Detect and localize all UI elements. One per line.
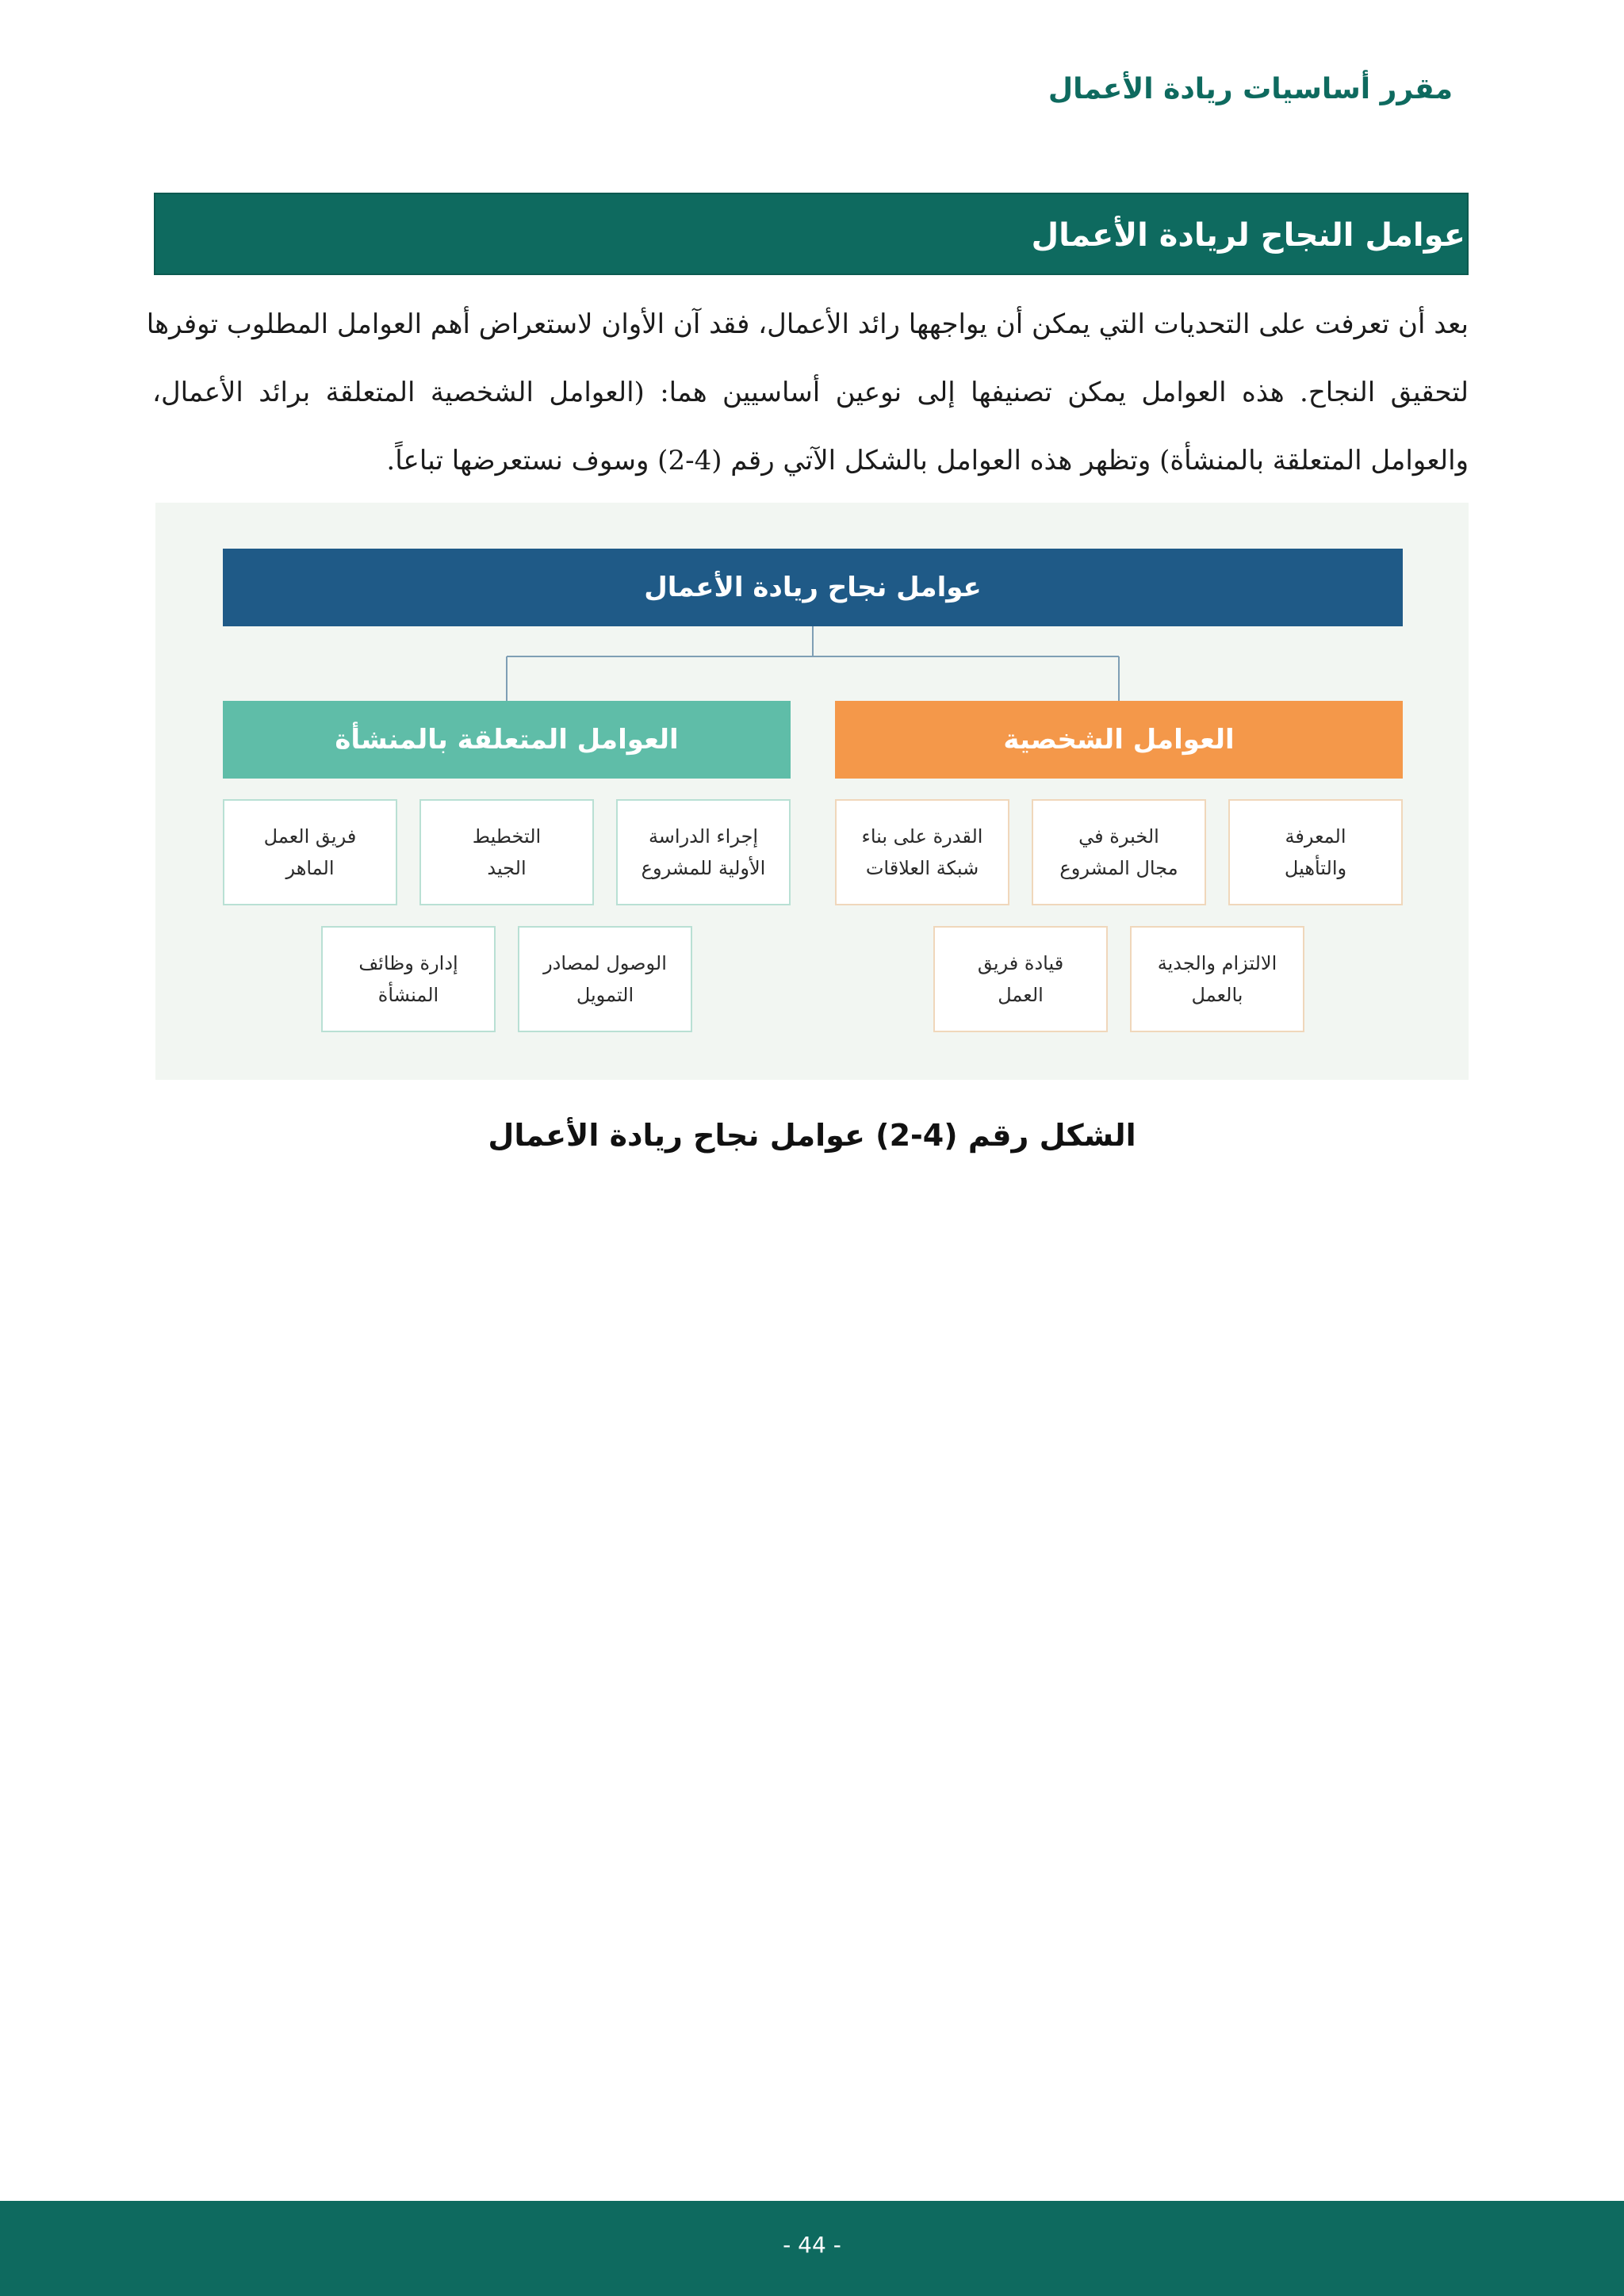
personal-factors-label: العوامل الشخصية: [1003, 724, 1235, 756]
organization-factors-label: العوامل المتعلقة بالمنشأة: [335, 724, 679, 756]
personal-factor-label: القدرة على بناء شبكة العلاقات: [861, 825, 983, 879]
root-node-label: عوامل نجاح ريادة الأعمال: [644, 572, 982, 603]
organization-factor-label: التخطيط الجيد: [472, 825, 542, 879]
personal-factor-label: الالتزام والجدية بالعمل: [1157, 952, 1277, 1006]
organization-factor-box: [518, 926, 692, 1032]
success-factors-diagram: [155, 503, 1469, 1080]
running-header: مقرر أساسيات ريادة الأعمال: [1048, 73, 1453, 105]
organization-factor-box: [223, 799, 397, 905]
organization-factors-node: [223, 701, 791, 779]
organization-factor-box: [321, 926, 496, 1032]
organization-factor-label: إجراء الدراسة الأولية للمشروع: [641, 825, 766, 879]
organization-factor-label: فريق العمل الماهر: [263, 825, 357, 879]
paragraph-line: والعوامل المتعلقة بالمنشأة) وتظهر هذه العوامل بالشكل الآتي رقم (4-2) وسوف نستعرضها تباعاً.: [386, 445, 1469, 476]
personal-factor-box: [1228, 799, 1403, 905]
root-node: [223, 549, 1403, 626]
organization-factor-box: [419, 799, 594, 905]
section-title: عوامل النجاح لريادة الأعمال: [1031, 217, 1465, 254]
personal-factor-box: [933, 926, 1108, 1032]
personal-factors-node: [835, 701, 1403, 779]
body-paragraph: [146, 290, 1469, 495]
organization-factor-label: إدارة وظائف المنشأة: [358, 952, 458, 1006]
page-number: - 44 -: [783, 2232, 841, 2258]
personal-factor-box: [1032, 799, 1206, 905]
page-footer: [0, 2201, 1624, 2296]
personal-factor-label: الخبرة في مجال المشروع: [1059, 825, 1178, 879]
organization-factor-box: [616, 799, 791, 905]
section-heading-bar: [154, 193, 1469, 275]
personal-factor-box: [835, 799, 1009, 905]
paragraph-line: بعد أن تعرفت على التحديات التي يمكن أن يواجهها رائد الأعمال، فقد آن الأوان لاستعراض أهم العوامل المطلوب توفرها: [146, 308, 1469, 340]
personal-factor-label: قيادة فريق العمل: [977, 952, 1064, 1006]
paragraph-line: لتحقيق النجاح. هذه العوامل يمكن تصنيفها إلى نوعين أساسيين هما: (العوامل الشخصية المتعلقة برائد الأعمال،: [152, 377, 1469, 408]
personal-factor-box: [1130, 926, 1304, 1032]
figure-caption: الشكل رقم (4-2) عوامل نجاح ريادة الأعمال: [488, 1118, 1136, 1153]
organization-factor-label: الوصول لمصادر التمويل: [543, 952, 667, 1006]
personal-factor-label: المعرفة والتأهيل: [1284, 825, 1347, 879]
